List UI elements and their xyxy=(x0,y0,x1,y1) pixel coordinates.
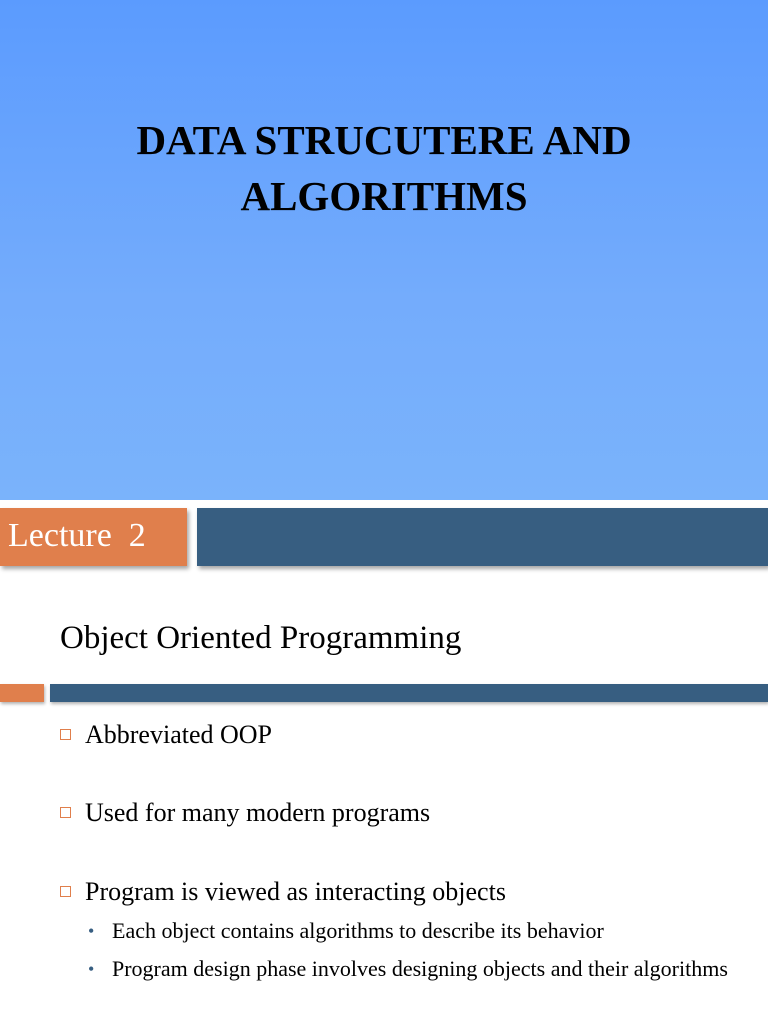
slide-divider xyxy=(0,500,768,506)
bullet-text: Abbreviated OOP xyxy=(85,720,273,749)
dot-bullet-icon: • xyxy=(88,921,95,941)
slide-title-line-1: DATA STRUCUTERE AND xyxy=(136,117,632,163)
slide-title xyxy=(0,112,768,224)
dot-bullet-icon: • xyxy=(88,959,95,979)
bullet-text: Program is viewed as interacting objects xyxy=(85,877,506,906)
title-slide-background xyxy=(0,0,768,500)
lecture-label: Lecture 2 xyxy=(8,517,146,554)
square-bullet-icon xyxy=(60,886,71,897)
bullet-item xyxy=(60,718,272,752)
bullet-item xyxy=(60,875,506,909)
bullet-text: Used for many modern programs xyxy=(85,798,431,827)
bullet-item xyxy=(60,796,430,830)
sub-bullet-text: Each object contains algorithms to describe its behavior xyxy=(112,918,604,943)
sub-bullet-item xyxy=(88,916,738,946)
slide-title-line-2: ALGORITHMS xyxy=(240,173,528,219)
square-bullet-icon xyxy=(60,729,71,740)
content-slide-title: Object Oriented Programming xyxy=(60,620,462,656)
title-rule-bar xyxy=(50,684,768,702)
square-bullet-icon xyxy=(60,807,71,818)
title-rule-accent xyxy=(0,684,44,702)
sub-bullet-item xyxy=(88,954,738,984)
lecture-accent-bar xyxy=(197,508,768,566)
sub-bullet-text: Program design phase involves designing objects and their algorithms xyxy=(112,956,728,981)
